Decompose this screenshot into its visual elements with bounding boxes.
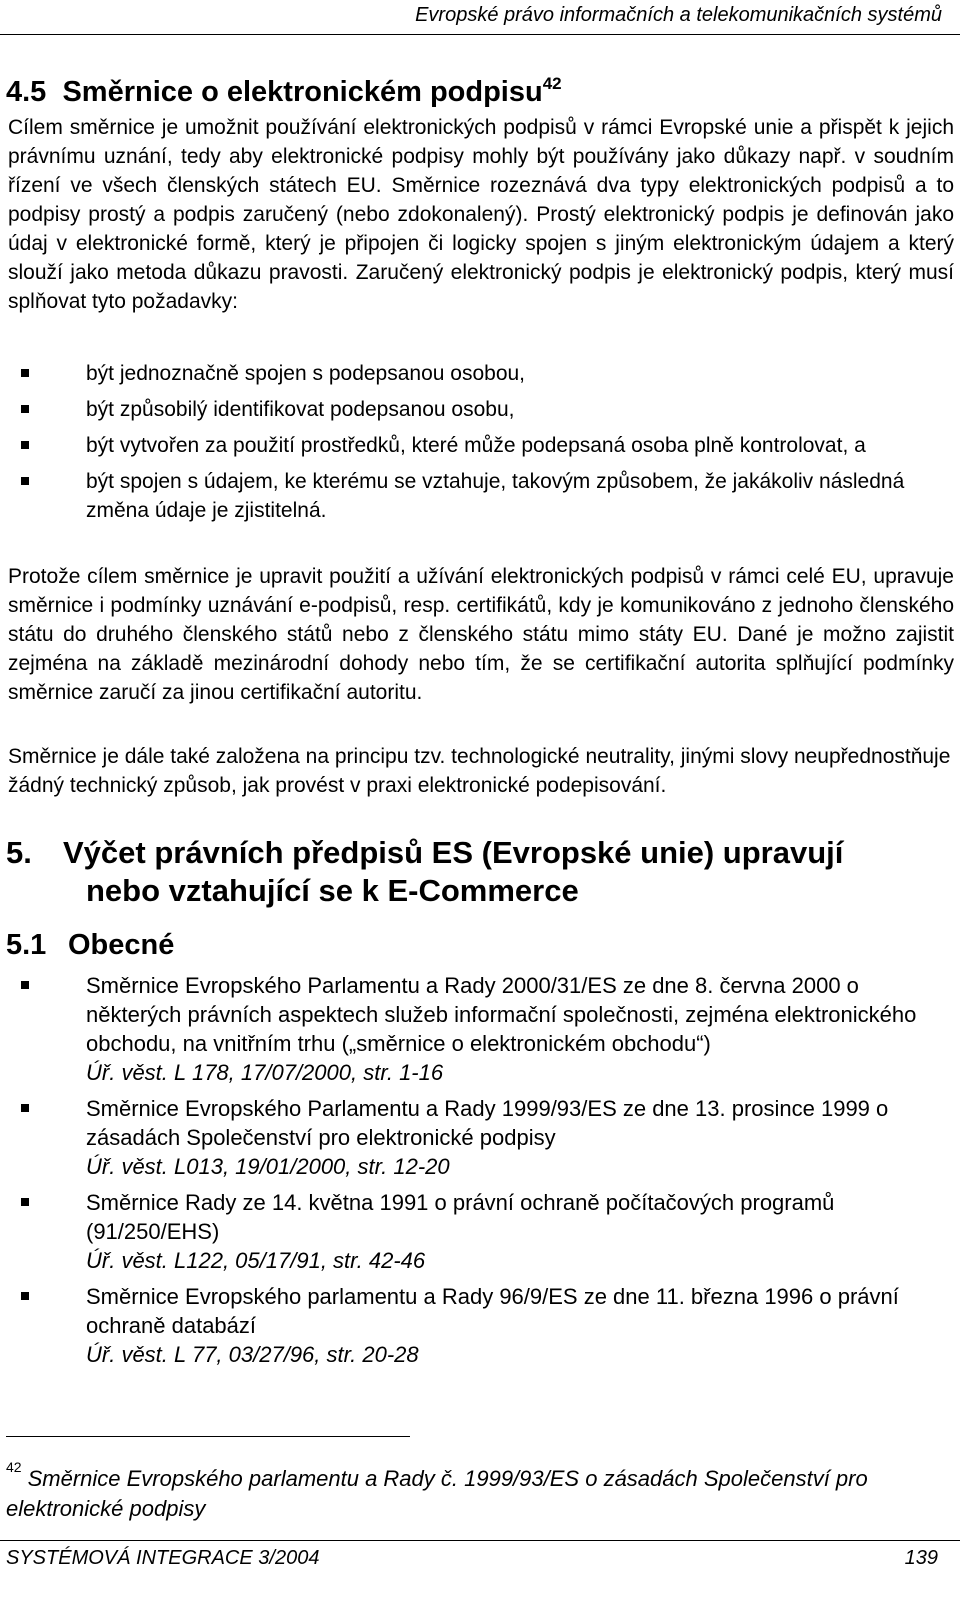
list-item [8, 1094, 954, 1181]
square-bullet-icon [21, 1292, 29, 1300]
section-title-line2: nebo vztahující se k E-Commerce [86, 873, 579, 908]
journal-reference: Úř. věst. L 178, 17/07/2000, str. 1-16 [86, 1060, 444, 1085]
square-bullet-icon [21, 477, 29, 485]
list-item-text: být způsobilý identifikovat podepsanou osobu, [86, 398, 515, 421]
footnote [6, 1452, 946, 1524]
journal-reference: Úř. věst. L013, 19/01/2000, str. 12-20 [86, 1154, 450, 1179]
square-bullet-icon [21, 1198, 29, 1206]
list-item [8, 1282, 954, 1369]
list-item [8, 1188, 954, 1275]
square-bullet-icon [21, 1104, 29, 1112]
list-item [8, 359, 954, 388]
section-number: 4.5 [6, 76, 47, 108]
directive-text: Směrnice Evropského Parlamentu a Rady 1999/93/ES ze dne 13. prosince 1999 o zásadách Společenství pro elektronické podpisy [86, 1096, 889, 1150]
footnote-rule [6, 1436, 410, 1437]
footnote-text: Směrnice Evropského parlamentu a Rady č. 1999/93/ES o zásadách Společenství pro elektronické podpisy [6, 1466, 868, 1521]
section-title: Obecné [68, 929, 175, 961]
list-item [8, 467, 954, 525]
header-rule [0, 34, 960, 35]
page-number: 139 [904, 1547, 938, 1569]
section-5-1-heading [6, 927, 174, 963]
requirements-list [8, 359, 954, 525]
footnote-reference[interactable]: 42 [542, 74, 562, 93]
section-5-heading [6, 834, 843, 910]
footer-rule [0, 1540, 960, 1541]
section-title-line1: Výčet právních předpisů ES (Evropské unie) upravují [63, 835, 844, 870]
paragraph-recognition: Protože cílem směrnice je upravit použití a užívání elektronických podpisů v rámci celé EU, upravuje směrnice i podmínky uznávání e-podpisů, resp. certifikátů, kdy je komunikováno z jednoho členského státu do druhého členského států nebo z členského státu mimo státy EU. Dané je možno zajistit zejména na základě mezinárodní dohody nebo tím, že se certifikační autorita splňující podmínky směrnice zaručí za jinou certifikační autoritu. [8, 565, 954, 704]
directive-text: Směrnice Rady ze 14. května 1991 o právní ochraně počítačových programů (91/250/EHS) [86, 1190, 835, 1244]
footnote-number: 42 [6, 1459, 22, 1475]
list-item [8, 395, 954, 424]
footer-publication: SYSTÉMOVÁ INTEGRACE 3/2004 [6, 1547, 320, 1569]
square-bullet-icon [21, 405, 29, 413]
paragraph-intro: Cílem směrnice je umožnit používání elektronických podpisů v rámci Evropské unie a přispět k jejich právnímu uznání, tedy aby elektronické podpisy mohly být používány jako důkazy např. v soudním řízení ve všech členských státech EU. Směrnice rozeznává dva typy elektronických podpisů a to podpisy prostý a podpis zaručený (nebo zdokonalený). Prostý elektronický podpis je definován jako údaj v elektronické formě, který je připojen či logicky spojen s jiným elektronickým údajem a který slouží jako metoda důkazu pravosti. Zaručený elektronický podpis je elektronický podpis, který musí splňovat tyto požadavky: [8, 116, 954, 313]
running-header: Evropské právo informačních a telekomunikačních systémů [415, 4, 942, 26]
list-item-text: být spojen s údajem, ke kterému se vztahuje, takovým způsobem, že jakákoliv následná změna údaje je zjistitelná. [86, 470, 905, 522]
directives-list [8, 971, 954, 1369]
section-4-5-heading [6, 66, 562, 110]
paragraph-neutrality: Směrnice je dále také založena na principu tzv. technologické neutrality, jinými slovy neupřednostňuje žádný technický způsob, jak provést v praxi elektronické podepisování. [8, 745, 951, 797]
directive-text: Směrnice Evropského parlamentu a Rady 96/9/ES ze dne 11. března 1996 o právní ochraně databází [86, 1284, 899, 1338]
square-bullet-icon [21, 369, 29, 377]
directive-text: Směrnice Evropského Parlamentu a Rady 2000/31/ES ze dne 8. června 2000 o některých právních aspektech služeb informační společnosti, zejména elektronického obchodu, na vnitřním trhu („směrnice o elektronickém obchodu“) [86, 973, 917, 1056]
square-bullet-icon [21, 981, 29, 989]
journal-reference: Úř. věst. L122, 05/17/91, str. 42-46 [86, 1248, 426, 1273]
section-number: 5.1 [6, 929, 47, 961]
list-item-text: být jednoznačně spojen s podepsanou osobou, [86, 362, 526, 385]
section-number: 5. [6, 835, 32, 870]
list-item [8, 431, 954, 460]
square-bullet-icon [21, 441, 29, 449]
journal-reference: Úř. věst. L 77, 03/27/96, str. 20-28 [86, 1342, 419, 1367]
list-item-text: být vytvořen za použití prostředků, které může podepsaná osoba plně kontrolovat, a [86, 434, 866, 457]
section-title: Směrnice o elektronickém podpisu [62, 76, 543, 108]
list-item [8, 971, 954, 1087]
